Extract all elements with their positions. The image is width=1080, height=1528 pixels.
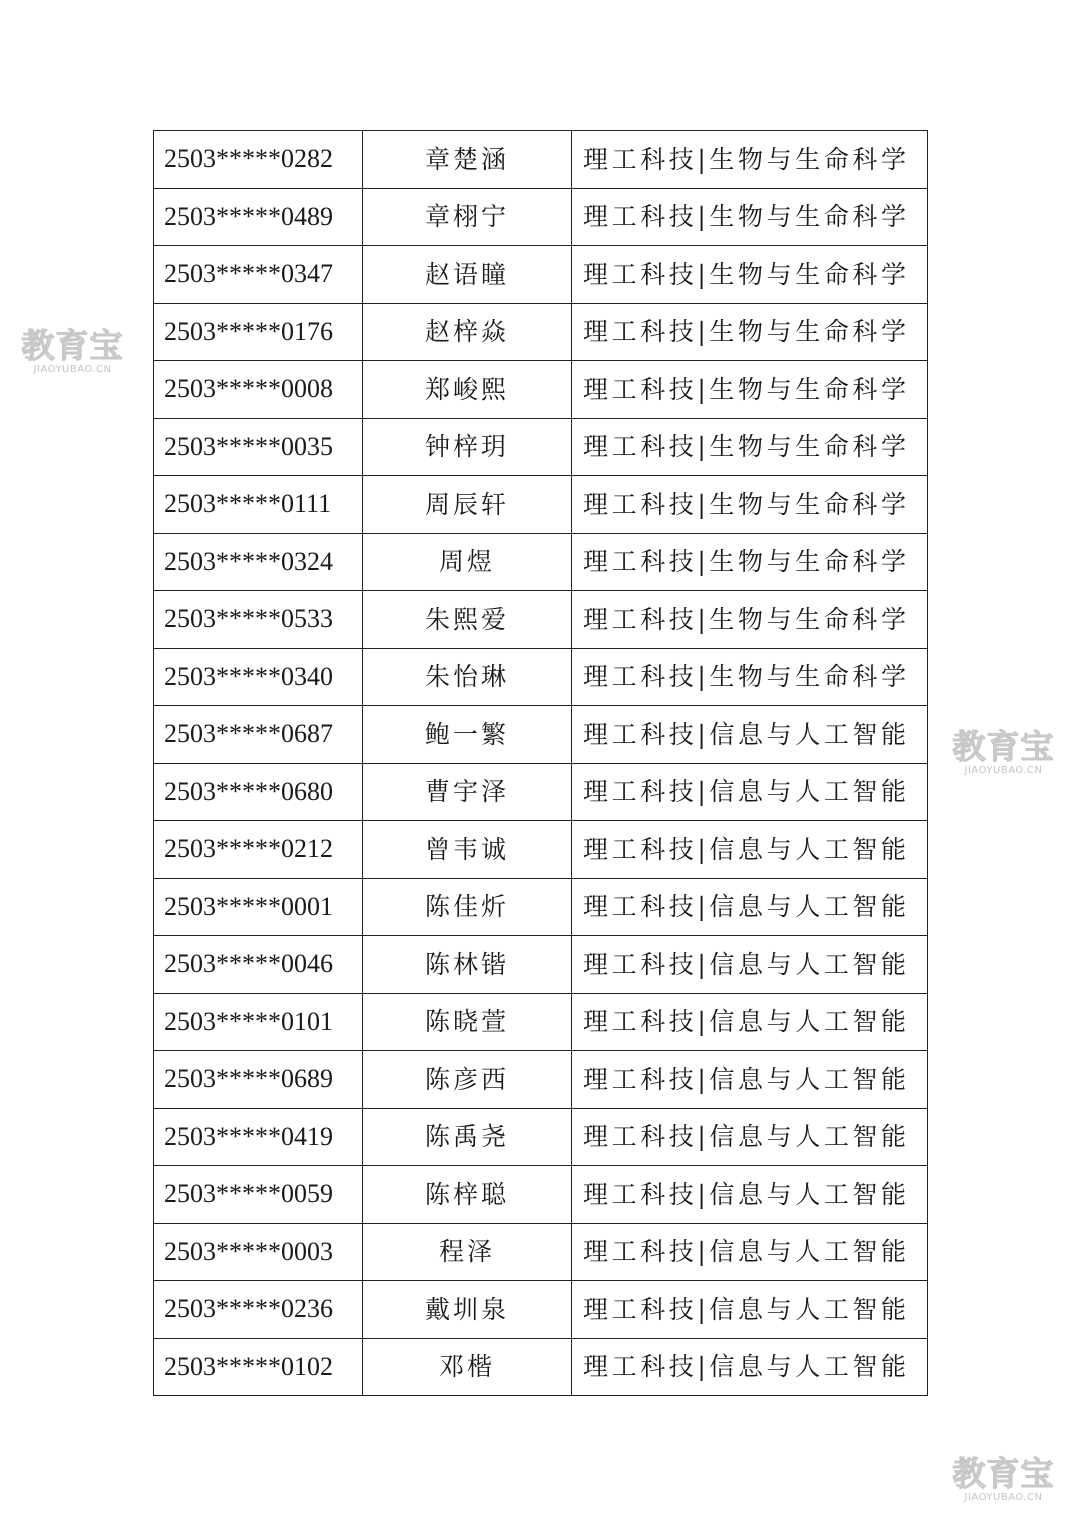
- candidate-name-cell: 周辰轩: [363, 476, 572, 534]
- table-row: [154, 878, 928, 936]
- candidate-name-cell: 陈彦西: [363, 1051, 572, 1109]
- candidate-name-cell: 朱怡琳: [363, 648, 572, 706]
- candidate-id-cell: 2503*****0101: [154, 993, 363, 1051]
- program-track-cell: 理工科技|生物与生命科学: [572, 533, 928, 591]
- program-track-cell: 理工科技|信息与人工智能: [572, 706, 928, 764]
- candidate-id-cell: 2503*****0003: [154, 1223, 363, 1281]
- candidate-id-cell: 2503*****0680: [154, 763, 363, 821]
- candidate-id-cell: 2503*****0008: [154, 361, 363, 419]
- candidate-name-cell: 陈晓萱: [363, 993, 572, 1051]
- candidate-name-cell: 程泽: [363, 1223, 572, 1281]
- watermark-logo-text: 教育宝: [952, 1454, 1055, 1493]
- candidate-id-cell: 2503*****0035: [154, 418, 363, 476]
- candidate-name-cell: 鲍一繁: [363, 706, 572, 764]
- candidate-id-cell: 2503*****0419: [154, 1108, 363, 1166]
- candidate-id-cell: 2503*****0059: [154, 1166, 363, 1224]
- program-track-cell: 理工科技|生物与生命科学: [572, 246, 928, 304]
- table-row: [154, 361, 928, 419]
- candidate-name-cell: 戴圳泉: [363, 1281, 572, 1339]
- candidate-id-cell: 2503*****0533: [154, 591, 363, 649]
- candidate-id-cell: 2503*****0046: [154, 936, 363, 994]
- candidate-name-cell: 章栩宁: [363, 188, 572, 246]
- watermark-site-text: JIAOYUBAO.CN: [964, 765, 1043, 776]
- table-row: [154, 1281, 928, 1339]
- table-row: [154, 246, 928, 304]
- candidate-name-cell: 钟梓玥: [363, 418, 572, 476]
- candidate-id-cell: 2503*****0489: [154, 188, 363, 246]
- program-track-cell: 理工科技|信息与人工智能: [572, 936, 928, 994]
- program-track-cell: 理工科技|信息与人工智能: [572, 763, 928, 821]
- candidate-id-cell: 2503*****0340: [154, 648, 363, 706]
- table-row: [154, 936, 928, 994]
- candidate-id-cell: 2503*****0001: [154, 878, 363, 936]
- table-row: [154, 131, 928, 189]
- program-track-cell: 理工科技|生物与生命科学: [572, 361, 928, 419]
- program-track-cell: 理工科技|信息与人工智能: [572, 878, 928, 936]
- program-track-cell: 理工科技|信息与人工智能: [572, 1166, 928, 1224]
- candidate-name-cell: 郑峻熙: [363, 361, 572, 419]
- watermark-logo-text: 教育宝: [952, 727, 1055, 766]
- roster-body: [154, 131, 928, 1396]
- table-row: [154, 821, 928, 879]
- watermark-site-text: JIAOYUBAO.CN: [964, 1492, 1043, 1503]
- program-track-cell: 理工科技|信息与人工智能: [572, 1338, 928, 1396]
- program-track-cell: 理工科技|生物与生命科学: [572, 131, 928, 189]
- program-track-cell: 理工科技|信息与人工智能: [572, 821, 928, 879]
- candidate-id-cell: 2503*****0236: [154, 1281, 363, 1339]
- candidate-name-cell: 邓楷: [363, 1338, 572, 1396]
- program-track-cell: 理工科技|生物与生命科学: [572, 591, 928, 649]
- table-row: [154, 1051, 928, 1109]
- candidate-name-cell: 周煜: [363, 533, 572, 591]
- table-row: [154, 1166, 928, 1224]
- candidate-id-cell: 2503*****0282: [154, 131, 363, 189]
- candidate-id-cell: 2503*****0347: [154, 246, 363, 304]
- watermark-logo-right-bottom: [946, 1454, 1061, 1503]
- watermark-logo-left: [15, 326, 130, 375]
- program-track-cell: 理工科技|信息与人工智能: [572, 993, 928, 1051]
- candidate-name-cell: 朱熙爱: [363, 591, 572, 649]
- table-row: [154, 706, 928, 764]
- table-row: [154, 418, 928, 476]
- candidate-name-cell: 曹宇泽: [363, 763, 572, 821]
- table-row: [154, 763, 928, 821]
- table-row: [154, 1223, 928, 1281]
- admission-roster-table: [153, 130, 928, 1396]
- table-row: [154, 533, 928, 591]
- candidate-name-cell: 陈禹尧: [363, 1108, 572, 1166]
- table-row: [154, 1108, 928, 1166]
- program-track-cell: 理工科技|生物与生命科学: [572, 648, 928, 706]
- watermark-logo-text: 教育宝: [21, 326, 124, 365]
- candidate-id-cell: 2503*****0102: [154, 1338, 363, 1396]
- table-row: [154, 303, 928, 361]
- watermark-logo-right-middle: [946, 727, 1061, 776]
- candidate-name-cell: 陈佳炘: [363, 878, 572, 936]
- candidate-name-cell: 陈林锴: [363, 936, 572, 994]
- table-row: [154, 476, 928, 534]
- program-track-cell: 理工科技|信息与人工智能: [572, 1281, 928, 1339]
- candidate-id-cell: 2503*****0324: [154, 533, 363, 591]
- candidate-name-cell: 章楚涵: [363, 131, 572, 189]
- table-row: [154, 993, 928, 1051]
- candidate-id-cell: 2503*****0212: [154, 821, 363, 879]
- candidate-name-cell: 赵梓焱: [363, 303, 572, 361]
- candidate-id-cell: 2503*****0687: [154, 706, 363, 764]
- candidate-id-cell: 2503*****0111: [154, 476, 363, 534]
- candidate-id-cell: 2503*****0689: [154, 1051, 363, 1109]
- watermark-site-text: JIAOYUBAO.CN: [33, 364, 112, 375]
- program-track-cell: 理工科技|信息与人工智能: [572, 1051, 928, 1109]
- program-track-cell: 理工科技|生物与生命科学: [572, 303, 928, 361]
- table-row: [154, 591, 928, 649]
- candidate-id-cell: 2503*****0176: [154, 303, 363, 361]
- table-row: [154, 188, 928, 246]
- program-track-cell: 理工科技|信息与人工智能: [572, 1108, 928, 1166]
- program-track-cell: 理工科技|信息与人工智能: [572, 1223, 928, 1281]
- program-track-cell: 理工科技|生物与生命科学: [572, 418, 928, 476]
- table-row: [154, 648, 928, 706]
- table-row: [154, 1338, 928, 1396]
- candidate-name-cell: 曾韦诚: [363, 821, 572, 879]
- program-track-cell: 理工科技|生物与生命科学: [572, 188, 928, 246]
- candidate-name-cell: 赵语瞳: [363, 246, 572, 304]
- candidate-name-cell: 陈梓聪: [363, 1166, 572, 1224]
- program-track-cell: 理工科技|生物与生命科学: [572, 476, 928, 534]
